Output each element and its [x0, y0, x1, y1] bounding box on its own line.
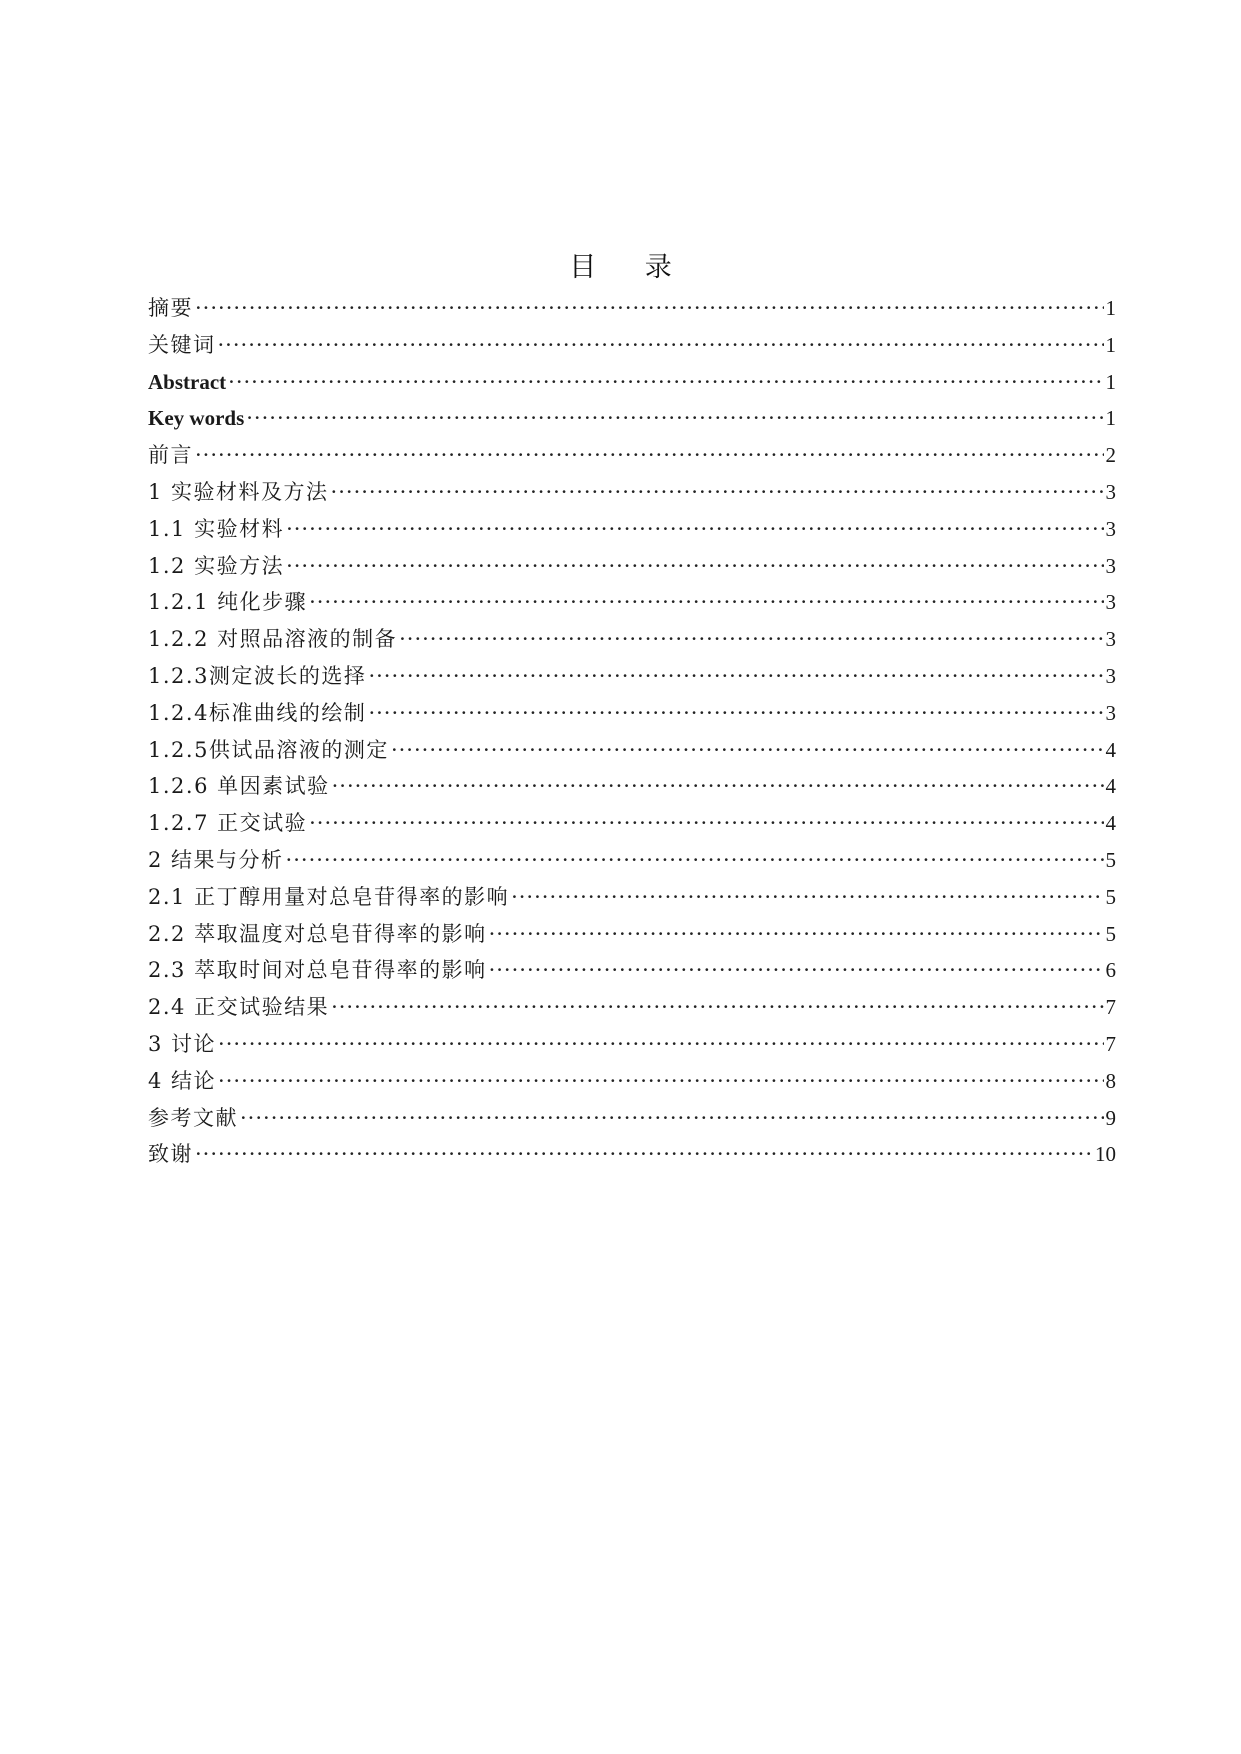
toc-entry[interactable]: [148, 290, 1116, 327]
toc-entry[interactable]: [148, 437, 1116, 474]
toc-entry-page-number: 6: [1105, 958, 1116, 983]
toc-list: [148, 290, 1116, 1173]
toc-entry[interactable]: [148, 1100, 1116, 1137]
dot-leader: [218, 1026, 1103, 1063]
dot-leader: [246, 400, 1103, 437]
toc-entry-page-number: 4: [1105, 811, 1116, 836]
toc-entry-label: 1.2.2 对照品溶液的制备: [148, 627, 398, 652]
toc-entry-page-number: 10: [1095, 1142, 1116, 1167]
toc-entry-label: Abstract: [148, 369, 227, 394]
dot-leader: [332, 768, 1104, 805]
toc-entry[interactable]: [148, 400, 1116, 437]
toc-entry-label: 摘要: [148, 296, 193, 320]
dot-leader: [218, 1063, 1103, 1100]
toc-entry[interactable]: [148, 805, 1116, 842]
toc-entry[interactable]: [148, 474, 1116, 511]
toc-entry[interactable]: [148, 327, 1116, 364]
dot-leader: [195, 1136, 1093, 1173]
toc-entry-page-number: 5: [1105, 921, 1116, 946]
dot-leader: [489, 916, 1104, 953]
toc-entry[interactable]: [148, 1136, 1116, 1173]
dot-leader: [228, 364, 1103, 401]
dot-leader: [309, 584, 1103, 621]
toc-entry-page-number: 3: [1105, 663, 1116, 688]
toc-entry-page-number: 1: [1105, 369, 1116, 394]
toc-entry-page-number: 7: [1105, 1031, 1116, 1056]
dot-leader: [489, 952, 1104, 989]
toc-entry[interactable]: [148, 768, 1116, 805]
toc-entry[interactable]: [148, 584, 1116, 621]
toc-entry-page-number: 3: [1105, 516, 1116, 541]
toc-entry[interactable]: [148, 658, 1116, 695]
toc-entry[interactable]: [148, 916, 1116, 953]
toc-entry-page-number: 1: [1105, 296, 1116, 320]
toc-entry[interactable]: [148, 732, 1116, 769]
toc-entry-label: 2 结果与分析: [148, 847, 284, 872]
toc-entry-label: 1.2 实验方法: [148, 553, 285, 578]
dot-leader: [286, 511, 1103, 548]
toc-entry-label: Key words: [148, 406, 245, 431]
dot-leader: [286, 548, 1103, 585]
toc-entry-page-number: 4: [1105, 737, 1116, 762]
toc-entry-label: 4 结论: [148, 1068, 217, 1093]
toc-entry-label: 1 实验材料及方法: [148, 479, 329, 504]
dot-leader: [511, 879, 1103, 916]
toc-entry-page-number: 8: [1105, 1068, 1116, 1093]
toc-entry-page-number: 9: [1105, 1105, 1116, 1130]
toc-entry-page-number: 3: [1105, 700, 1116, 725]
toc-entry[interactable]: [148, 1026, 1116, 1063]
dot-leader: [195, 437, 1104, 474]
toc-entry-label: 1.1 实验材料: [148, 516, 285, 541]
toc-entry-page-number: 2: [1105, 443, 1116, 468]
toc-entry-page-number: 5: [1105, 847, 1116, 872]
dot-leader: [286, 842, 1104, 879]
toc-entry-label: 1.2.1 纯化步骤: [148, 590, 308, 615]
toc-entry-page-number: 5: [1105, 884, 1116, 909]
toc-entry-label: 1.2.4标准曲线的绘制: [148, 700, 367, 725]
toc-entry[interactable]: [148, 842, 1116, 879]
toc-entry-page-number: 3: [1105, 553, 1116, 578]
toc-entry-page-number: 3: [1105, 627, 1116, 652]
toc-entry-label: 致谢: [148, 1142, 193, 1167]
toc-entry-label: 1.2.6 单因素试验: [148, 774, 330, 799]
toc-entry-label: 前言: [148, 443, 193, 468]
toc-entry[interactable]: [148, 511, 1116, 548]
toc-entry-page-number: 3: [1105, 590, 1116, 615]
toc-entry[interactable]: [148, 695, 1116, 732]
dot-leader: [368, 695, 1103, 732]
toc-entry-page-number: 3: [1105, 479, 1116, 504]
toc-entry-label: 关键词: [148, 332, 216, 357]
toc-entry-label: 1.2.3测定波长的选择: [148, 663, 367, 688]
toc-entry-label: 2.1 正丁醇用量对总皂苷得率的影响: [148, 884, 510, 909]
toc-entry-label: 1.2.7 正交试验: [148, 811, 308, 836]
toc-entry-page-number: 1: [1105, 406, 1116, 431]
toc-title: 目 录: [569, 252, 692, 283]
dot-leader: [309, 805, 1103, 842]
dot-leader: [391, 732, 1104, 769]
toc-entry[interactable]: [148, 1063, 1116, 1100]
dot-leader: [218, 327, 1104, 364]
toc-entry-label: 2.3 萃取时间对总皂苷得率的影响: [148, 958, 487, 983]
dot-leader: [331, 989, 1103, 1026]
dot-leader: [399, 621, 1103, 658]
dot-leader: [368, 658, 1103, 695]
toc-entry[interactable]: [148, 621, 1116, 658]
toc-entry[interactable]: [148, 364, 1116, 401]
dot-leader: [331, 474, 1104, 511]
toc-entry[interactable]: [148, 879, 1116, 916]
dot-leader: [195, 290, 1104, 327]
toc-entry-label: 2.4 正交试验结果: [148, 995, 330, 1020]
toc-entry-label: 3 讨论: [148, 1031, 217, 1056]
toc-entry[interactable]: [148, 952, 1116, 989]
toc-entry-page-number: 1: [1105, 332, 1116, 357]
dot-leader: [240, 1100, 1104, 1137]
toc-entry-page-number: 7: [1105, 995, 1116, 1020]
toc-entry[interactable]: [148, 989, 1116, 1026]
toc-entry-label: 参考文献: [148, 1105, 238, 1130]
toc-entry-label: 1.2.5供试品溶液的测定: [148, 737, 389, 762]
toc-entry-page-number: 4: [1105, 774, 1116, 799]
toc-entry[interactable]: [148, 548, 1116, 585]
toc-entry-label: 2.2 萃取温度对总皂苷得率的影响: [148, 921, 487, 946]
